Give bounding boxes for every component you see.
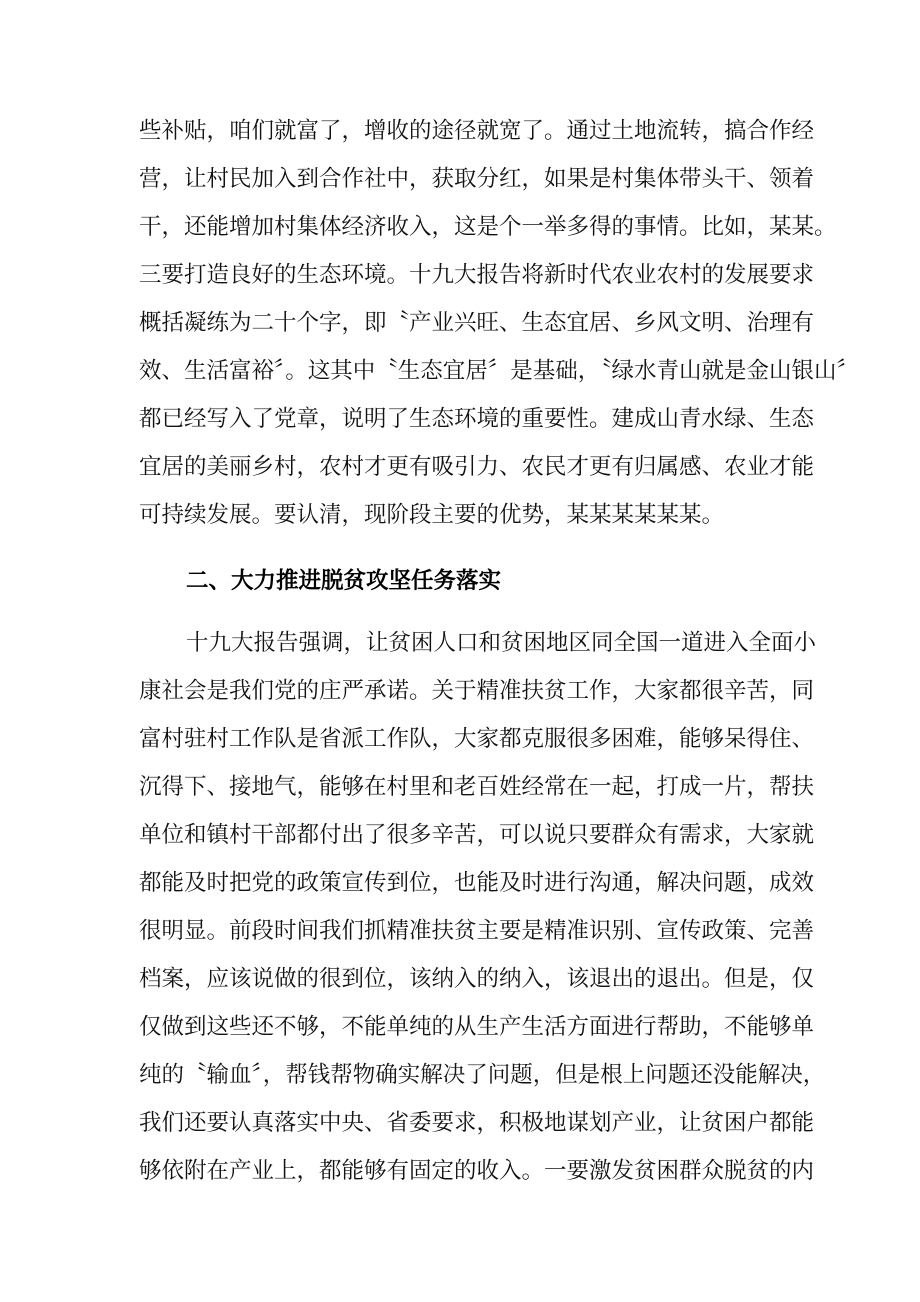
paragraph-line: 够依附在产业上，都能够有固定的收入。一要激发贫困群众脱贫的内 <box>139 1158 815 1184</box>
paragraph-line: 些补贴，咱们就富了，增收的途径就宽了。通过土地流转，搞合作经 <box>139 118 815 144</box>
paragraph-line: 我们还要认真落实中央、省委要求，积极地谋划产业，让贫困户都能 <box>139 1110 815 1136</box>
paragraph-line: 单位和镇村干部都付出了很多辛苦，可以说只要群众有需求，大家就 <box>139 822 815 848</box>
paragraph-line: 干，还能增加村集体经济收入，这是个一举多得的事情。比如，某某。 <box>139 214 837 240</box>
paragraph-line: 富村驻村工作队是省派工作队，大家都克服很多困难，能够呆得住、 <box>139 726 815 752</box>
paragraph-line: 仅做到这些还不够，不能单纯的从生产生活方面进行帮助，不能够单 <box>139 1014 815 1040</box>
paragraph-line: 概括凝练为二十个字，即〝产业兴旺、生态宜居、乡风文明、治理有 <box>139 310 815 336</box>
paragraph-line: 档案，应该说做的很到位，该纳入的纳入，该退出的退出。但是，仅 <box>139 966 815 992</box>
paragraph-line: 都能及时把党的政策宣传到位，也能及时进行沟通，解决问题，成效 <box>139 870 815 896</box>
paragraph-line: 营，让村民加入到合作社中，获取分红，如果是村集体带头干、领着 <box>139 166 815 192</box>
paragraph-line: 很明显。前段时间我们抓精准扶贫主要是精准识别、宣传政策、完善 <box>139 918 815 944</box>
paragraph-line: 沉得下、接地气，能够在村里和老百姓经常在一起，打成一片，帮扶 <box>139 774 815 800</box>
paragraph-line-last: 可持续发展。要认清，现阶段主要的优势，某某某某某某。 <box>139 502 725 528</box>
paragraph-line: 三要打造良好的生态环境。十九大报告将新时代农业农村的发展要求 <box>139 262 815 288</box>
paragraph-line: 都已经写入了党章，说明了生态环境的重要性。建成山青水绿、生态 <box>139 406 815 432</box>
section-heading: 二、大力推进脱贫攻坚任务落实 <box>186 568 502 594</box>
paragraph-line: 纯的〝输血〞，帮钱帮物确实解决了问题，但是根上问题还没能解决， <box>139 1062 826 1088</box>
paragraph-line: 宜居的美丽乡村，农村才更有吸引力、农民才更有归属感、农业才能 <box>139 454 815 480</box>
paragraph-line: 效、生活富裕〞。这其中〝生态宜居〞是基础，〝绿水青山就是金山银山〞 <box>139 358 860 384</box>
paragraph-line: 康社会是我们党的庄严承诺。关于精准扶贫工作，大家都很辛苦，同 <box>139 678 815 704</box>
paragraph-first-line: 十九大报告强调，让贫困人口和贫困地区同全国一道进入全面小 <box>186 630 817 656</box>
